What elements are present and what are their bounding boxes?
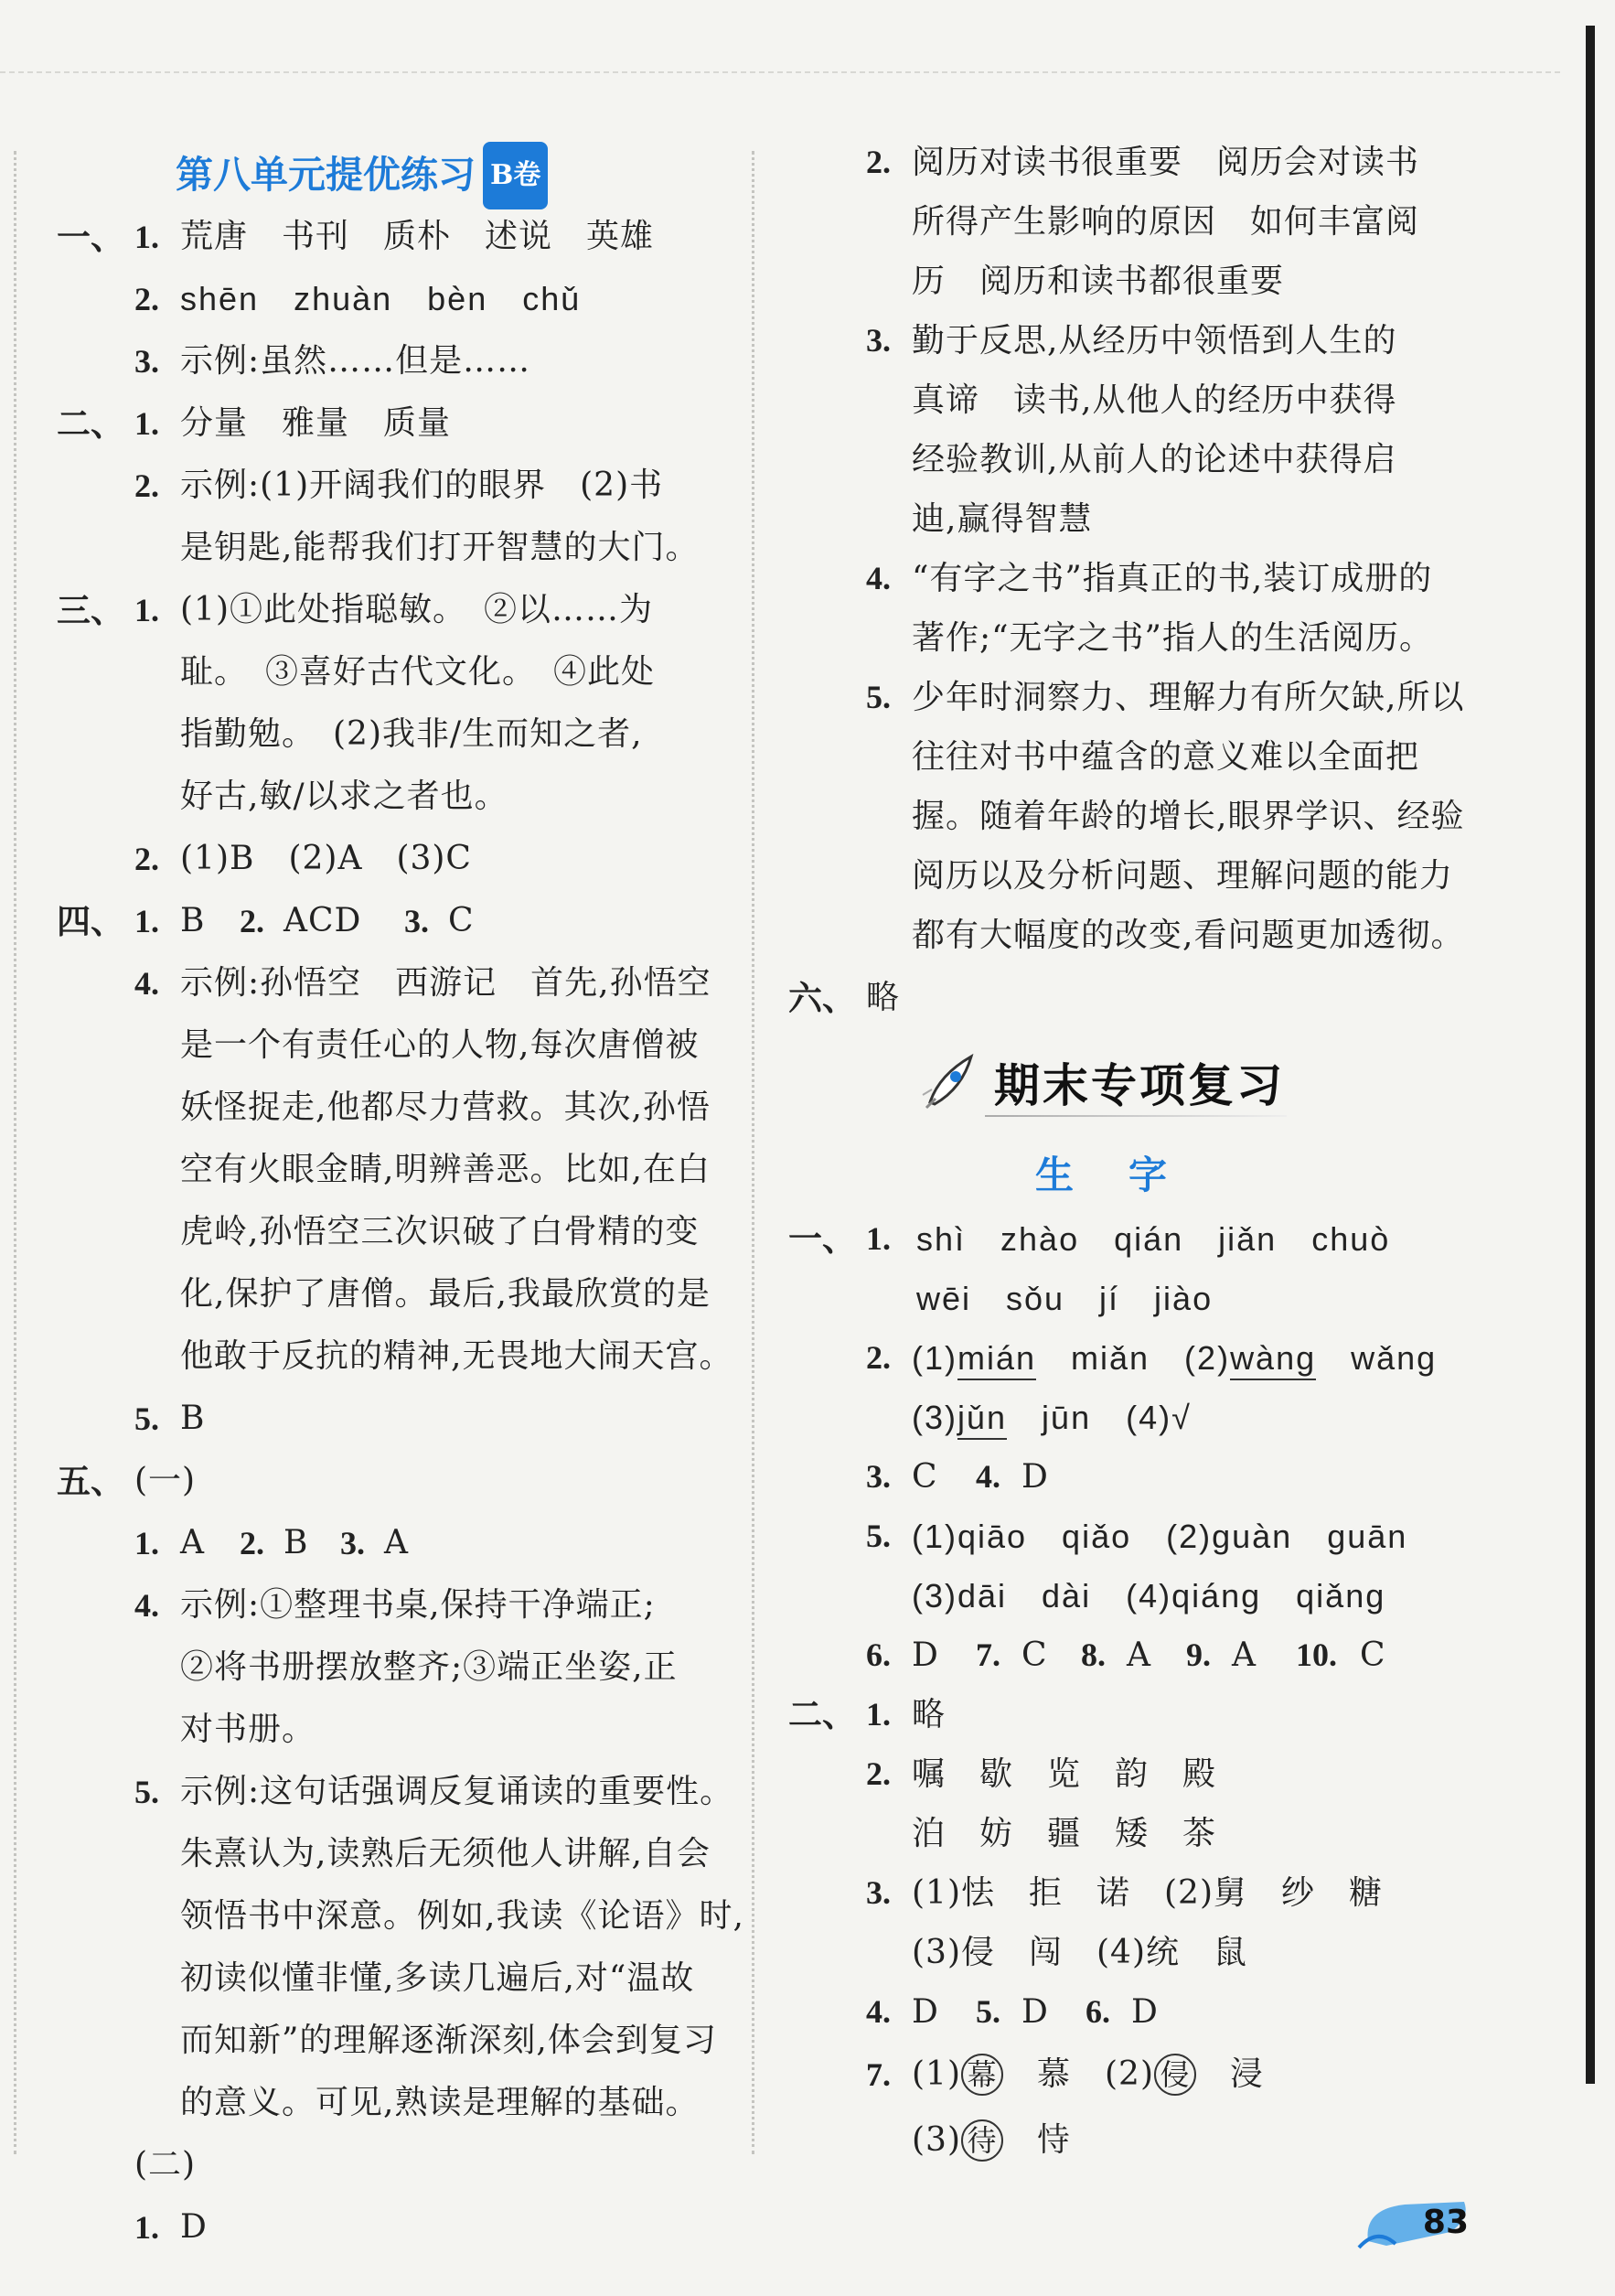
answer-text: (1)怯 拒 诺 (2)舅 纱 糖 <box>912 1874 1383 1912</box>
question-number: 3. <box>866 1458 891 1495</box>
answer-text <box>912 1388 1192 1447</box>
s5b-q1 <box>57 2196 733 2258</box>
answer-text: D <box>1131 1993 1159 2031</box>
q1-2 <box>788 1328 1502 1388</box>
answer-text: 勤于反思,从经历中领悟到人生的 <box>912 322 1397 359</box>
answer-text: 初读似懂非懂,多读几遍后,对“温故 <box>180 1959 695 1997</box>
unit-title-text: 第八单元提优练习 <box>176 153 476 197</box>
question-number: 7. <box>866 2056 891 2093</box>
q2-2-cont <box>788 1804 1502 1863</box>
q1-2-cont <box>788 1388 1502 1447</box>
underlined-pinyin: jǔn <box>957 1399 1007 1440</box>
answer-text: A <box>1127 1636 1151 1674</box>
answer-text: 妖怪捉走,他都尽力营救。其次,孙悟 <box>180 1089 711 1126</box>
r-q2 <box>788 133 1502 192</box>
underlined-pinyin: mián <box>957 1339 1036 1380</box>
s5-q5-cont <box>57 1823 733 1885</box>
answer-text: 的意义。可见,熟读是理解的基础。 <box>180 2084 700 2121</box>
q2-1 <box>788 1685 1502 1744</box>
answer-text <box>912 2042 1264 2108</box>
s4-q4-cont <box>57 1014 733 1077</box>
answer-text: 指勤勉。 (2)我非/生而知之者, <box>180 715 643 753</box>
question-number: 5. <box>134 1774 159 1810</box>
s5-q5 <box>57 1761 733 1823</box>
answer-text: C <box>1021 1636 1048 1674</box>
answer-text: 略 <box>866 979 901 1016</box>
q2-3-cont <box>788 1923 1502 1982</box>
question-number: 3. <box>866 1874 891 1911</box>
question-number: 1. <box>134 219 159 255</box>
answer-text: shì zhào qián jiǎn chuò <box>916 1220 1391 1258</box>
text-segment: (1) <box>912 2055 961 2093</box>
review-title: 期末专项复习 <box>994 1059 1285 1112</box>
sub-title: 生字 <box>1035 1153 1223 1197</box>
answer-text: 真谛 读书,从他人的经历中获得 <box>912 381 1397 419</box>
question-number: 2. <box>134 841 159 877</box>
underlined-pinyin: wàng <box>1230 1339 1316 1380</box>
answer-text: 虎岭,孙悟空三次识破了白骨精的变 <box>180 1213 700 1250</box>
top-dashed-border <box>0 71 1560 73</box>
answer-text <box>912 1328 1437 1388</box>
s4-q1-3 <box>57 890 733 952</box>
s5-part2 <box>57 2134 733 2196</box>
question-number: 1. <box>866 1220 891 1257</box>
section-label: 四、 <box>57 901 124 941</box>
answer-text: 而知新”的理解逐渐深刻,体会到复习 <box>180 2022 717 2059</box>
question-number: 1. <box>134 2209 159 2246</box>
circled-char: 幕 <box>961 2054 1003 2096</box>
answer-text: 领悟书中深意。例如,我读《论语》时, <box>180 1897 744 1935</box>
answer-text: B <box>180 902 206 939</box>
answer-text: D <box>912 1636 939 1674</box>
question-number: 3. <box>134 343 159 380</box>
answer-text: 著作;“无字之书”指人的生活阅历。 <box>912 619 1433 657</box>
section-label: 六、 <box>788 978 856 1018</box>
answer-text: A <box>384 1524 409 1561</box>
text-segment: (1) <box>912 1339 957 1377</box>
left-margin-line <box>14 151 16 2154</box>
question-number: 2. <box>134 281 159 317</box>
s4-q4-cont <box>57 1201 733 1263</box>
s5-q1-3 <box>57 1512 733 1574</box>
r-q3-cont <box>788 430 1502 489</box>
s5-q5-cont <box>57 1947 733 2010</box>
answer-text: shēn zhuàn bèn chǔ <box>180 280 582 317</box>
answer-text: 是一个有责任心的人物,每次唐僧被 <box>180 1026 700 1064</box>
q2-7 <box>788 2042 1502 2108</box>
question-number: 4. <box>866 1993 891 2030</box>
question-number: 5. <box>976 1993 1000 2030</box>
answer-text: 示例:①整理书桌,保持干净端正; <box>180 1586 656 1624</box>
r-q4-cont <box>788 608 1502 668</box>
s1-q2 <box>57 268 733 330</box>
question-number: 1. <box>134 903 159 939</box>
answer-text: (1)B (2)A (3)C <box>180 840 472 877</box>
r-q2-cont <box>788 252 1502 311</box>
answer-text: C <box>1360 1636 1386 1674</box>
s4-q4-cont <box>57 1139 733 1201</box>
answer-text: 少年时洞察力、理解力有所欠缺,所以 <box>912 679 1465 716</box>
section-label: 三、 <box>57 590 124 630</box>
r-q3 <box>788 311 1502 370</box>
answer-text: 示例:这句话强调反复诵读的重要性。 <box>180 1773 734 1810</box>
answer-text: D <box>1021 1993 1049 2031</box>
q2-3 <box>788 1863 1502 1923</box>
question-number: 4. <box>134 1587 159 1624</box>
section-label: 一、 <box>57 217 124 257</box>
r-q5 <box>788 668 1502 727</box>
s5-q5-cont <box>57 2010 733 2072</box>
right-column <box>788 133 1502 2173</box>
page-edge-shadow <box>1586 26 1595 2084</box>
review-header <box>788 1031 1502 1132</box>
question-number: 1. <box>134 405 159 442</box>
answer-text: 朱熹认为,读熟后无须他人讲解,自会 <box>180 1835 711 1872</box>
answer-text: D <box>180 2208 208 2246</box>
answer-text: 分量 雅量 质量 <box>180 404 452 442</box>
r-q5-cont <box>788 846 1502 906</box>
q1-1-cont <box>788 1269 1502 1328</box>
s4-q4-cont <box>57 1077 733 1139</box>
answer-text: 略 <box>912 1696 947 1733</box>
r-q3-cont <box>788 370 1502 430</box>
answer-text: 示例:(1)开阔我们的眼界 (2)书 <box>180 467 664 504</box>
s4-q4-cont <box>57 1325 733 1388</box>
answer-text: 嘱 歇 览 韵 殿 <box>912 1755 1217 1793</box>
text-segment: 慕 (2) <box>1037 2055 1155 2093</box>
answer-text: 示例:虽然……但是…… <box>180 342 531 380</box>
answer-text: 所得产生影响的原因 如何丰富阅 <box>912 203 1420 241</box>
answer-text: 经验教训,从前人的论述中获得启 <box>912 441 1397 478</box>
answer-text: 化,保护了唐僧。最后,我最欣赏的是 <box>180 1275 711 1313</box>
question-number: 2. <box>866 1755 891 1792</box>
answer-text: 对书册。 <box>180 1711 316 1748</box>
left-column <box>57 142 744 2258</box>
s5-q5-cont <box>57 2072 733 2134</box>
answer-text: (3)dāi dài (4)qiáng qiǎng <box>912 1577 1386 1615</box>
review-underline <box>985 1115 1287 1117</box>
question-number: 5. <box>134 1400 159 1437</box>
s5-q4 <box>57 1574 733 1636</box>
b-badge: B卷 <box>483 142 548 209</box>
answer-text: B <box>283 1524 309 1561</box>
part-label: (一) <box>134 1462 197 1499</box>
answer-text: C <box>448 902 475 939</box>
answer-text: 往往对书中蕴含的意义难以全面把 <box>912 738 1420 776</box>
s3-q1 <box>57 579 733 641</box>
question-number: 1. <box>866 1696 891 1733</box>
answer-text: 是钥匙,能帮我们打开智慧的大门。 <box>180 529 700 566</box>
text-segment: wǎng <box>1316 1339 1438 1377</box>
s2-q2-cont <box>57 517 733 579</box>
answer-text: (3)侵 闯 (4)统 鼠 <box>912 1934 1247 1971</box>
answer-text: 示例:孙悟空 西游记 首先,孙悟空 <box>180 964 711 1002</box>
s3-q2 <box>57 828 733 890</box>
answer-text: A <box>180 1524 205 1561</box>
s5-q4-cont <box>57 1636 733 1699</box>
question-number: 3. <box>404 903 429 939</box>
s1-q3 <box>57 330 733 392</box>
text-segment: (3) <box>912 1399 957 1436</box>
r-q4 <box>788 549 1502 608</box>
s4-q4-cont <box>57 1263 733 1325</box>
question-number: 3. <box>340 1525 365 1561</box>
rocket-icon <box>921 1047 985 1111</box>
q2-4-6 <box>788 1982 1502 2042</box>
answer-text: 荒唐 书刊 质朴 述说 英雄 <box>180 218 655 255</box>
answer-text: wēi sǒu jí jiào <box>916 1280 1214 1317</box>
q1-5-cont <box>788 1566 1502 1625</box>
section-label: 二、 <box>788 1694 856 1734</box>
question-number: 1. <box>134 592 159 628</box>
answer-text: 握。随着年龄的增长,眼界学识、经验 <box>912 798 1465 835</box>
q2-7-cont <box>788 2108 1502 2173</box>
page-number: 83 <box>1422 2204 1469 2241</box>
answer-text: 好古,敏/以求之者也。 <box>180 778 508 815</box>
answer-text: C <box>912 1458 938 1496</box>
circled-char: 待 <box>961 2119 1003 2162</box>
s1-q1 <box>57 206 733 268</box>
s3-q1-cont <box>57 641 733 703</box>
question-number: 2. <box>866 144 891 180</box>
answer-text: B <box>180 1400 206 1437</box>
q2-2 <box>788 1744 1502 1804</box>
s3-q1-cont <box>57 766 733 828</box>
question-number: 2. <box>866 1339 891 1376</box>
r-q5-cont <box>788 727 1502 787</box>
answer-text: D <box>912 1993 939 2031</box>
r-q3-cont <box>788 489 1502 549</box>
question-number: 6. <box>1086 1993 1110 2030</box>
answer-text <box>912 2108 1071 2173</box>
s4-q4 <box>57 952 733 1014</box>
answer-text: (1)qiāo qiǎo (2)guàn guān <box>912 1518 1408 1555</box>
text-segment: miǎn (2) <box>1036 1339 1231 1377</box>
answer-text: 空有火眼金睛,明辨善恶。比如,在白 <box>180 1151 711 1188</box>
answer-text: 他敢于反抗的精神,无畏地大闹天宫。 <box>180 1337 733 1375</box>
r-q5-cont <box>788 787 1502 846</box>
answer-text: D <box>1021 1458 1049 1496</box>
q1-1 <box>788 1209 1502 1269</box>
r-q2-cont <box>788 192 1502 252</box>
answer-text: 迪,赢得智慧 <box>912 500 1093 538</box>
q1-3-4 <box>788 1447 1502 1507</box>
sub-title-row <box>788 1132 1502 1209</box>
s5-part1 <box>57 1450 733 1512</box>
answer-text: ACD <box>283 902 362 939</box>
s3-q1-cont <box>57 703 733 766</box>
text-segment: (3) <box>912 2121 961 2159</box>
text-segment: 恃 <box>1037 2121 1072 2159</box>
section-label: 五、 <box>57 1461 124 1501</box>
question-number: 4. <box>134 965 159 1002</box>
text-segment: jūn (4)√ <box>1007 1399 1192 1436</box>
answer-text: “有字之书”指真正的书,装订成册的 <box>912 560 1433 597</box>
q1-6-10 <box>788 1625 1502 1685</box>
r-q5-cont <box>788 906 1502 965</box>
question-number: 6. <box>866 1636 891 1673</box>
section-label: 二、 <box>57 403 124 444</box>
question-number: 2. <box>240 1525 264 1561</box>
part-label: (二) <box>134 2146 197 2183</box>
answer-text: A <box>1232 1636 1257 1674</box>
question-number: 2. <box>134 467 159 504</box>
answer-text: 历 阅历和读书都很重要 <box>912 263 1285 300</box>
question-number: 10. <box>1296 1636 1337 1673</box>
question-number: 1. <box>134 1525 159 1561</box>
s6-row <box>788 965 1502 1031</box>
question-number: 4. <box>976 1458 1000 1495</box>
text-segment: 浸 <box>1230 2055 1265 2093</box>
s5-q5-cont <box>57 1885 744 1947</box>
circled-char: 侵 <box>1154 2054 1196 2096</box>
answer-text: 阅历对读书很重要 阅历会对读书 <box>912 144 1420 181</box>
q1-5 <box>788 1507 1502 1566</box>
question-number: 5. <box>866 679 891 715</box>
question-number: 2. <box>240 903 264 939</box>
question-number: 9. <box>1186 1636 1211 1673</box>
question-number: 4. <box>866 560 891 596</box>
answer-text: 耻。 ③喜好古代文化。 ④此处 <box>180 653 656 691</box>
answer-text: (1)①此处指聪敏。 ②以……为 <box>180 591 653 628</box>
question-number: 7. <box>976 1636 1000 1673</box>
answer-text: 都有大幅度的改变,看问题更加透彻。 <box>912 917 1465 954</box>
section-label: 一、 <box>788 1218 856 1259</box>
answer-text: 阅历以及分析问题、理解问题的能力 <box>912 857 1454 895</box>
answer-text: ②将书册摆放整齐;③端正坐姿,正 <box>180 1648 678 1686</box>
s2-q1 <box>57 392 733 455</box>
column-divider <box>752 151 754 2154</box>
s2-q2 <box>57 455 733 517</box>
question-number: 8. <box>1081 1636 1106 1673</box>
question-number: 3. <box>866 322 891 359</box>
s4-q5 <box>57 1388 733 1450</box>
answer-text: 泊 妨 疆 矮 茶 <box>912 1815 1217 1852</box>
s5-q4-cont <box>57 1699 733 1761</box>
unit-title <box>57 142 733 206</box>
question-number: 5. <box>866 1518 891 1554</box>
